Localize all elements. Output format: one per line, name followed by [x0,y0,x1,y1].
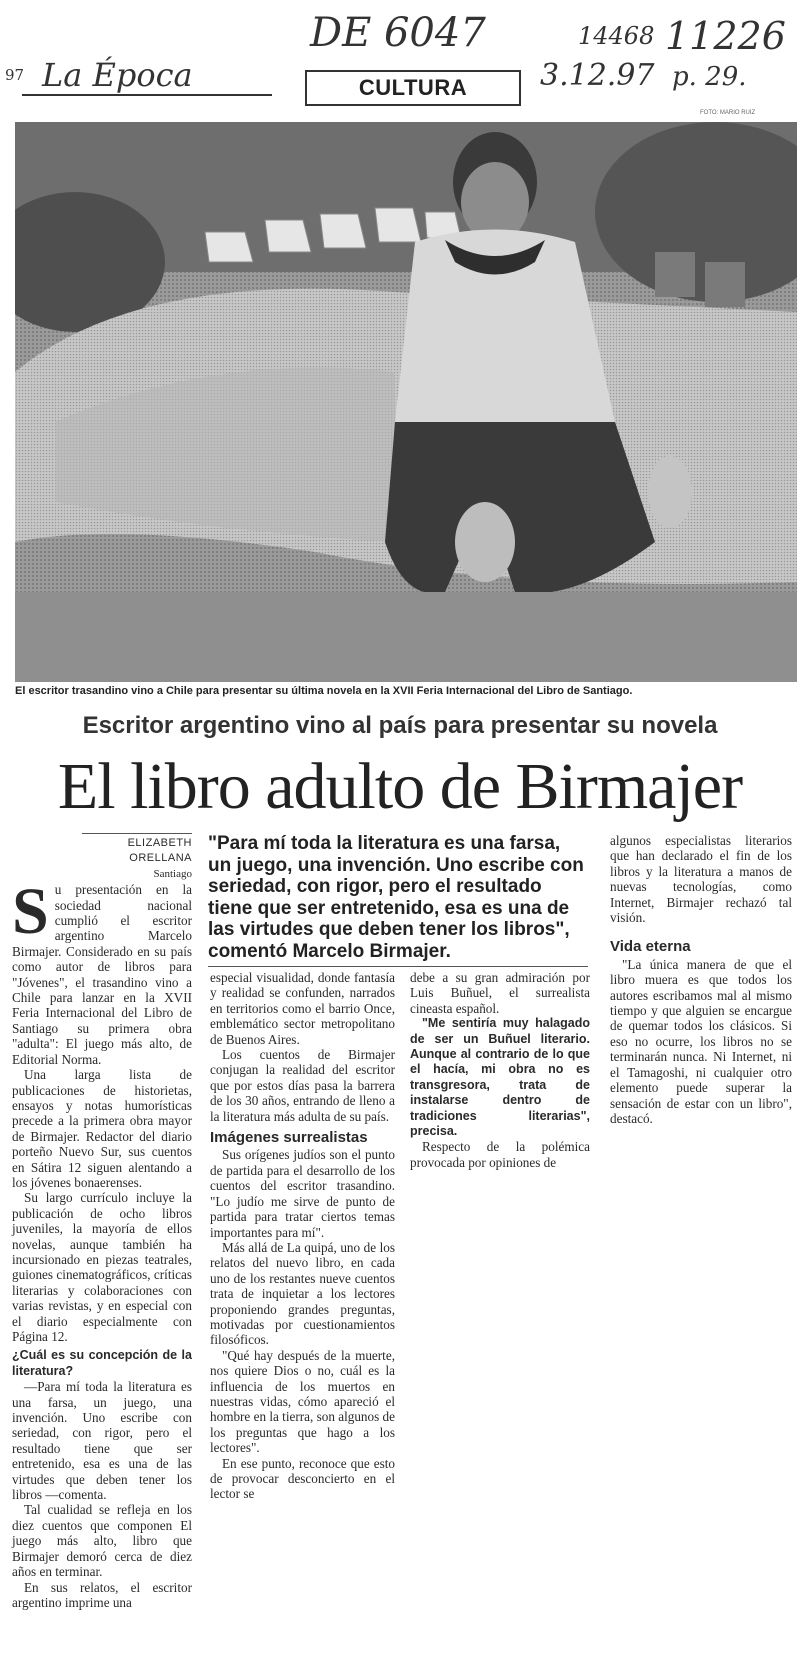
paragraph: En ese punto, reconoce que esto de provocar desconcierto en el lector se [210,1455,395,1502]
stamp-id-2: 11226 [665,14,786,58]
article-photo [15,122,797,682]
paragraph: Sus orígenes judíos son el punto de partida para el desarrollo de los cuentos del escritor trasandino. "Lo judío me sirve de punto de partida para tratar ciertos temas importantes para mí". [210,1147,395,1240]
section-label: CULTURA [305,70,521,106]
paragraph: Respecto de la polémica provocada por opiniones de [410,1139,590,1170]
page-ref: p. 29. [672,62,747,92]
stamp-id-1: 14468 [578,22,655,50]
paragraph: Su largo currículo incluye la publicación de ocho libros juveniles, la mayoría de ellos novelas, aunque también ha incursionado en piezas teatrales, guiones cinematográficos, críticas literarias y colaboraciones con varias revistas, y en especial con el diario especialmente con Página 12. [12,1190,192,1344]
paragraph: En sus relatos, el escritor argentino imprime una [12,1579,192,1610]
paragraph: Los cuentos de Birmajer conjugan la realidad del escritor que por estos días pasa la barrera de los 30 años, entrando de lleno a la literatura más adulta de su país. [210,1047,395,1124]
article-headline: El libro adulto de Birmajer [57,750,743,823]
newspaper-name: La Época [42,56,193,94]
dateline: Santiago [153,867,192,880]
subhead-imagenes: Imágenes surrealistas [210,1129,368,1147]
byline: ELIZABETH ORELLANA [82,833,192,867]
photo-credit: FOTO: MARIO RUIZ [700,110,756,116]
article-subtitle: Escritor argentino vino al país para presentar su novela [82,712,718,739]
article-column-2 [210,970,395,1502]
paragraph: debe a su gran admiración por Luis Buñuel, el surrealista cineasta español. [410,970,590,1016]
photo-caption: El escritor trasandino vino a Chile para presentar su última novela en la XVII Feria Internacional del Libro de Santiago. [15,685,633,697]
article-column-4 [610,833,792,1126]
paragraph: Tal cualidad se refleja en los diez cuentos que componen El juego más alto, libro que Birmajer demoró cerca de diez años en terminar. [12,1502,192,1580]
paragraph: "La única manera de que el libro muera es que todos los autores escribamos mal al mismo tiempo y que alguien se encargue de quemar todos los clásicos. Si eso no ocurre, los libros no se terminarán nunca. Ni Internet, ni el Tamagoshi, ni cualquier otro elemento puede superar la sensación de estar con un libro", destacó. [610,956,792,1126]
photo-illustration [15,122,797,682]
article-column-1 [12,833,192,1610]
paragraph: especial visualidad, donde fantasía y realidad se confunden, narrados en territorios como el barrio Once, emblemático sector metropolitano de Buenos Aires. [210,970,395,1047]
header-rule-left [22,94,272,96]
paragraph: —Para mí toda la literatura es una farsa, un juego, una invención. Uno escribe con seriedad, con rigor, pero el resultado tiene que ser entretenido, esa es una de las virtudes que deben tener los libros —comenta. [12,1379,192,1503]
page-prefix: 97 [5,66,25,84]
interview-question: ¿Cuál es su concepción de la literatura? [12,1348,192,1378]
pull-quote: "Para mí toda la literatura es una farsa, un juego, una invención. Uno escribe con seriedad, con rigor, pero el resultado tiene que ser entretenido, esa es una de las virtudes que deben tener los libros", comentó Marcelo Birmajer. [208,833,584,962]
drop-cap: S [12,875,49,949]
paragraph: Su presentación en la sociedad nacional cumplió el escritor argentino Marcelo Birmajer. Considerado en su país como autor de libros para "Jóvenes", el trasandino vino a Chile para lanzar en la XVII Feria Internacional del Libro de Santiago su primera obra "adulta": El juego más alto, de Editorial Norma. [12,875,192,1067]
paragraph: Una larga lista de publicaciones de historietas, ensayos y notas humorísticas precede a la primera obra mayor de Birmajer. Redactor del diario porteño Nuevo Sur, sus cuentos en Sátira 12 siguen alentando a los jóvenes bonaerenses. [12,1067,192,1190]
article-column-3 [410,970,590,1170]
paragraph: Más allá de La quipá, uno de los relatos del nuevo libro, en cada uno de los restantes nueve cuentos trata de inquietar a los lectores proponiendo grandes preguntas, motivadas por cuestionamientos filosóficos. [210,1239,395,1348]
quote-paragraph: "Me sentiría muy halagado de ser un Buñuel literario. Aunque al contrario de lo que el hacía, mi obra no es transgresora, trata de instalarse dentro de tradiciones literarias", precisa. [410,1016,590,1139]
stamp-top: DE 6047 [310,10,486,56]
subhead-vida-eterna: Vida eterna [610,938,691,956]
pull-quote-rule [208,966,588,967]
paragraph: algunos especialistas literarios que han declarado el fin de los libros y la literatura a manos de nuevas tecnologías, como Internet, Birmajer rechazó tal visión. [610,833,792,926]
paragraph: "Qué hay después de la muerte, nos quiere Dios o no, cuál es la influencia de los muertos en nuestras vidas, cómo apareció el hombre en la tierra, son algunos de los preguntas que hago a los lectores". [210,1347,395,1456]
date: 3.12.97 [540,58,655,93]
